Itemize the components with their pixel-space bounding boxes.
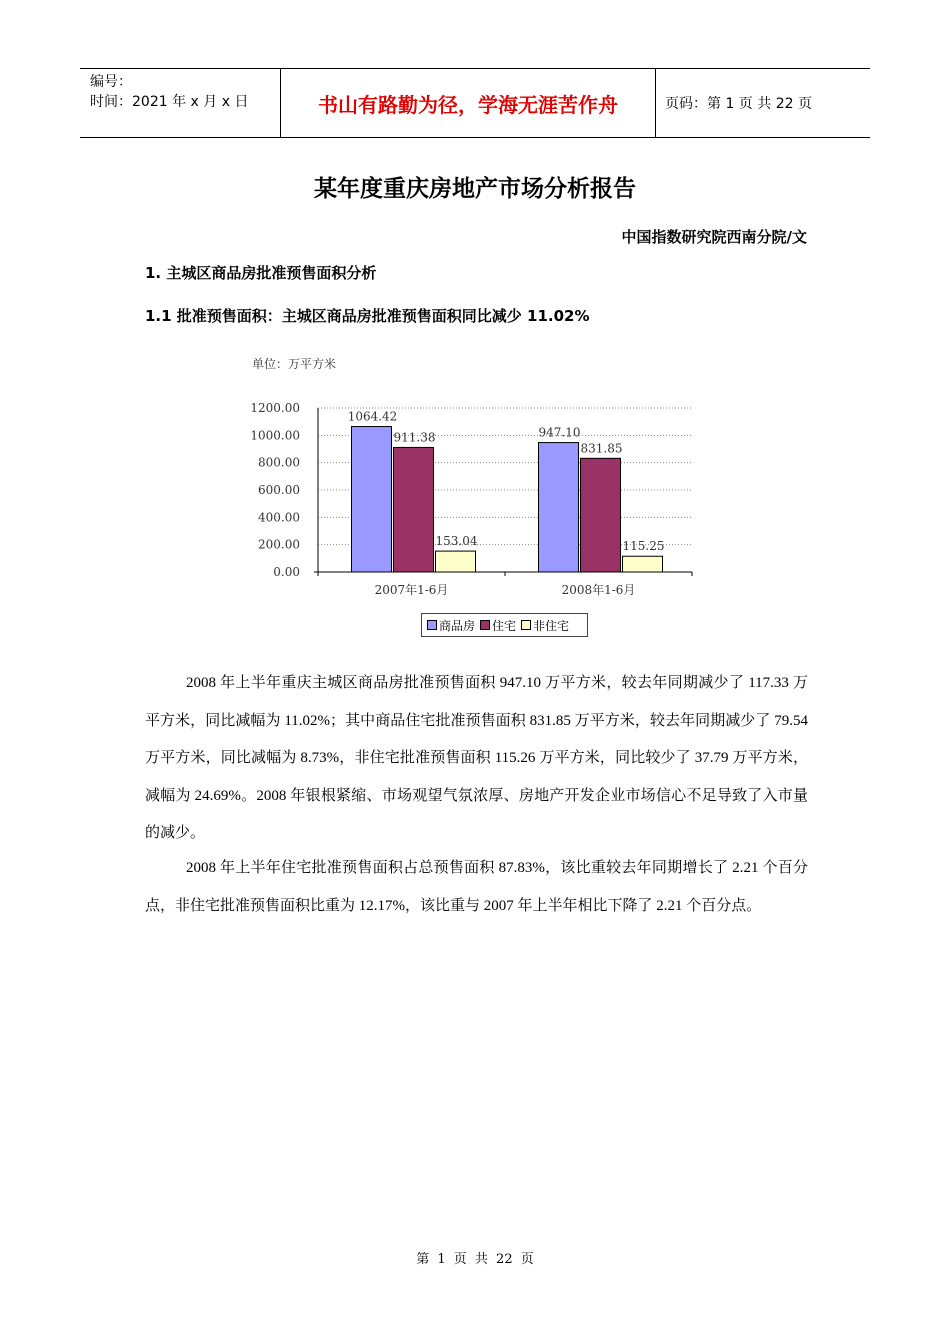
legend-item: [521, 617, 569, 634]
bar-商品房: [352, 427, 392, 572]
y-tick-label: 400.00: [258, 510, 300, 525]
chart-unit-label: 单位：万平方米: [252, 357, 337, 371]
data-label: 947.10: [538, 425, 581, 440]
bar-非住宅: [436, 551, 476, 572]
chart-legend: [421, 613, 588, 637]
section-heading-1: 1. 主城区商品房批准预售面积分析: [145, 264, 377, 282]
data-label: 115.25: [622, 539, 665, 554]
y-tick-label: 600.00: [258, 483, 300, 497]
paragraph-2-text: 2008 年上半年住宅批准预售面积占总预售面积 87.83%，该比重较去年同期增长了 2.21 个百分点，非住宅批准预售面积比重为 12.17%，该比重与 2007 年上半年相比下降了 2.21 个百分点。: [145, 860, 808, 914]
y-tick-label: 1200.00: [250, 401, 300, 415]
y-tick-label: 800.00: [258, 455, 300, 470]
data-label: 911.38: [393, 430, 436, 445]
code-label: 编号：: [90, 74, 132, 90]
section-heading-1-1: 1.1 批准预售面积：主城区商品房批准预售面积同比减少 11.02%: [145, 307, 590, 325]
data-label: 1064.42: [347, 409, 398, 424]
legend-label: 住宅: [492, 618, 517, 633]
legend-item: [480, 617, 516, 634]
bar-非住宅: [623, 556, 663, 572]
bar-住宅: [394, 447, 434, 572]
x-category-label: 2008年1-6月: [561, 583, 636, 597]
presale-area-chart: [240, 345, 710, 645]
legend-label: 非住宅: [533, 618, 570, 633]
paragraph-1: [145, 665, 808, 853]
legend-swatch: [427, 620, 437, 630]
legend-swatch: [521, 620, 531, 630]
data-label: 831.85: [580, 441, 623, 456]
legend-label: 商品房: [439, 618, 476, 633]
data-label: 153.04: [435, 534, 478, 549]
paragraph-1-text: 2008 年上半年重庆主城区商品房批准预售面积 947.10 万平方米，较去年同期减少了 117.33 万平方米，同比减幅为 11.02%；其中商品住宅批准预售面积 831.85 万平方米，较去年同期减少了 79.54 万平方米，同比减幅为 8.73%，非住宅批准预售面积 115.26 万平方米，同比较少了 37.79 万平方米，减幅为 24.69%。2008 年银根紧缩、市场观望气氛浓厚、房地产开发企业市场信心不足导致了入市量的减少。: [145, 675, 808, 841]
header-table: [80, 68, 870, 138]
motto: 书山有路勤为径，学海无涯苦作舟: [280, 69, 656, 137]
bar-商品房: [539, 443, 579, 572]
y-tick-label: 0.00: [273, 565, 300, 579]
x-category-label: 2007年1-6月: [374, 583, 449, 597]
y-tick-label: 200.00: [258, 537, 300, 552]
y-tick-label: 1000.00: [250, 428, 300, 443]
legend-item: [427, 617, 475, 634]
paragraph-2: [145, 850, 808, 925]
page-info: 页码：第 1 页 共 22 页: [665, 96, 812, 112]
time-label: 时间：2021 年 x 月 x 日: [90, 94, 249, 110]
author-line: 中国指数研究院西南分院/文: [621, 228, 807, 246]
document-title: 某年度重庆房地产市场分析报告: [314, 176, 636, 202]
page-footer: 第 1 页 共 22 页: [416, 1252, 534, 1267]
header-left-cell: [80, 69, 280, 137]
legend-swatch: [480, 620, 490, 630]
chart-plot: [240, 345, 710, 605]
bar-住宅: [581, 458, 621, 572]
